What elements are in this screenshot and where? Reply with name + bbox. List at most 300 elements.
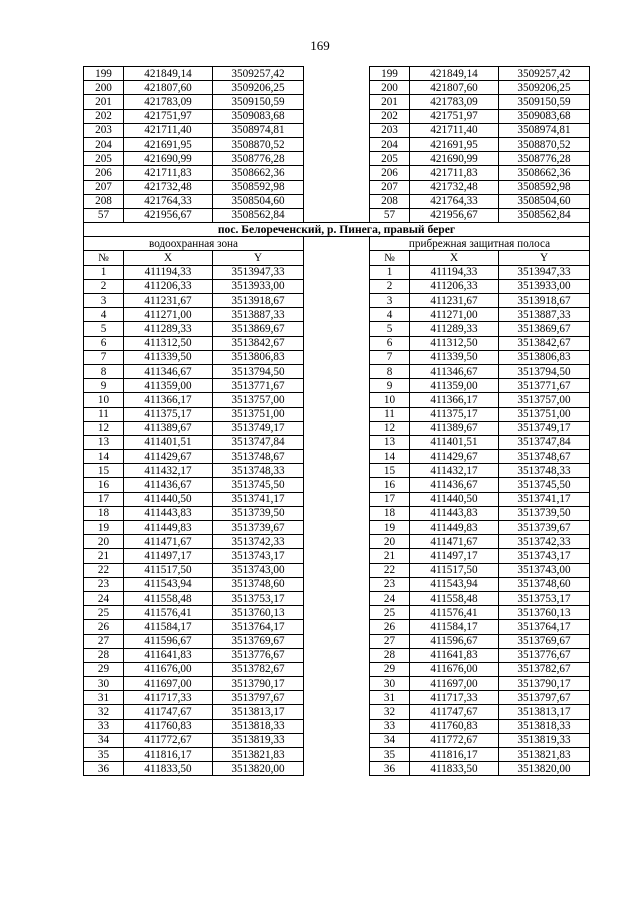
column-gap bbox=[304, 648, 370, 662]
right-x-cell: 411449,83 bbox=[410, 521, 499, 535]
left-x-cell: 411717,33 bbox=[124, 691, 213, 705]
previous-section-rows bbox=[84, 67, 590, 223]
left-y-cell: 3513819,33 bbox=[213, 733, 304, 747]
right-x-cell: 411760,83 bbox=[410, 719, 499, 733]
table-row bbox=[84, 535, 590, 549]
right-y-cell: 3513760,13 bbox=[499, 606, 590, 620]
left-y-cell: 3513790,17 bbox=[213, 677, 304, 691]
left-x-cell: 411816,17 bbox=[124, 748, 213, 762]
right-x-cell: 411436,67 bbox=[410, 478, 499, 492]
left-y-cell: 3508562,84 bbox=[213, 208, 304, 222]
table-row bbox=[84, 279, 590, 293]
right-y-cell: 3513748,67 bbox=[499, 450, 590, 464]
right-point-number-cell: 9 bbox=[370, 379, 410, 393]
right-x-cell: 421956,67 bbox=[410, 208, 499, 222]
left-x-cell: 411346,67 bbox=[124, 364, 213, 378]
right-y-cell: 3508504,60 bbox=[499, 194, 590, 208]
right-zone-title: прибрежная защитная полоса bbox=[370, 237, 590, 251]
right-y-cell: 3513813,17 bbox=[499, 705, 590, 719]
left-y-cell: 3513806,83 bbox=[213, 350, 304, 364]
right-y-cell: 3513819,33 bbox=[499, 733, 590, 747]
right-y-cell: 3513751,00 bbox=[499, 407, 590, 421]
right-point-number-cell: 13 bbox=[370, 435, 410, 449]
left-x-cell: 411596,67 bbox=[124, 634, 213, 648]
left-point-number-cell: 31 bbox=[84, 691, 124, 705]
section-header bbox=[84, 223, 590, 266]
left-x-cell: 421807,60 bbox=[124, 81, 213, 95]
right-y-cell: 3513806,83 bbox=[499, 350, 590, 364]
left-x-cell: 411289,33 bbox=[124, 322, 213, 336]
table-row bbox=[84, 421, 590, 435]
left-x-cell: 411206,33 bbox=[124, 279, 213, 293]
column-gap bbox=[304, 95, 370, 109]
right-point-number-cell: 26 bbox=[370, 620, 410, 634]
table-row bbox=[84, 705, 590, 719]
right-y-cell: 3513887,33 bbox=[499, 308, 590, 322]
left-point-number-cell: 28 bbox=[84, 648, 124, 662]
header-left-x: X bbox=[124, 251, 213, 265]
right-y-cell: 3513794,50 bbox=[499, 364, 590, 378]
left-point-number-cell: 14 bbox=[84, 450, 124, 464]
left-point-number-cell: 26 bbox=[84, 620, 124, 634]
right-y-cell: 3513739,67 bbox=[499, 521, 590, 535]
right-point-number-cell: 208 bbox=[370, 194, 410, 208]
left-point-number-cell: 13 bbox=[84, 435, 124, 449]
right-point-number-cell: 30 bbox=[370, 677, 410, 691]
right-point-number-cell: 21 bbox=[370, 549, 410, 563]
left-point-number-cell: 3 bbox=[84, 294, 124, 308]
column-gap bbox=[304, 379, 370, 393]
right-point-number-cell: 19 bbox=[370, 521, 410, 535]
right-y-cell: 3513797,67 bbox=[499, 691, 590, 705]
right-x-cell: 411429,67 bbox=[410, 450, 499, 464]
right-x-cell: 411717,33 bbox=[410, 691, 499, 705]
column-gap bbox=[304, 535, 370, 549]
column-gap bbox=[304, 350, 370, 364]
table-row bbox=[84, 67, 590, 81]
left-point-number-cell: 24 bbox=[84, 591, 124, 605]
header-right-y: Y bbox=[499, 251, 590, 265]
column-gap bbox=[304, 492, 370, 506]
coordinate-rows bbox=[84, 265, 590, 776]
right-x-cell: 411389,67 bbox=[410, 421, 499, 435]
left-y-cell: 3508662,36 bbox=[213, 166, 304, 180]
left-y-cell: 3513887,33 bbox=[213, 308, 304, 322]
left-y-cell: 3513821,83 bbox=[213, 748, 304, 762]
column-gap bbox=[304, 81, 370, 95]
left-point-number-cell: 22 bbox=[84, 563, 124, 577]
right-point-number-cell: 27 bbox=[370, 634, 410, 648]
right-point-number-cell: 25 bbox=[370, 606, 410, 620]
right-point-number-cell: 57 bbox=[370, 208, 410, 222]
left-y-cell: 3513748,67 bbox=[213, 450, 304, 464]
left-point-number-cell: 199 bbox=[84, 67, 124, 81]
right-x-cell: 411194,33 bbox=[410, 265, 499, 279]
left-x-cell: 411389,67 bbox=[124, 421, 213, 435]
right-point-number-cell: 36 bbox=[370, 762, 410, 776]
table-row bbox=[84, 691, 590, 705]
right-point-number-cell: 205 bbox=[370, 152, 410, 166]
right-x-cell: 411596,67 bbox=[410, 634, 499, 648]
table-row bbox=[84, 109, 590, 123]
zone-titles-row bbox=[84, 237, 590, 251]
table-row bbox=[84, 719, 590, 733]
left-x-cell: 411440,50 bbox=[124, 492, 213, 506]
left-y-cell: 3513797,67 bbox=[213, 691, 304, 705]
left-x-cell: 411772,67 bbox=[124, 733, 213, 747]
column-gap bbox=[304, 762, 370, 776]
right-point-number-cell: 11 bbox=[370, 407, 410, 421]
column-gap bbox=[304, 152, 370, 166]
left-point-number-cell: 29 bbox=[84, 662, 124, 676]
right-x-cell: 411497,17 bbox=[410, 549, 499, 563]
column-gap bbox=[304, 677, 370, 691]
left-y-cell: 3513933,00 bbox=[213, 279, 304, 293]
left-point-number-cell: 204 bbox=[84, 137, 124, 151]
right-point-number-cell: 2 bbox=[370, 279, 410, 293]
column-gap bbox=[304, 322, 370, 336]
left-point-number-cell: 5 bbox=[84, 322, 124, 336]
left-point-number-cell: 15 bbox=[84, 464, 124, 478]
right-y-cell: 3509257,42 bbox=[499, 67, 590, 81]
right-x-cell: 411432,17 bbox=[410, 464, 499, 478]
left-y-cell: 3513918,67 bbox=[213, 294, 304, 308]
left-point-number-cell: 20 bbox=[84, 535, 124, 549]
left-y-cell: 3509257,42 bbox=[213, 67, 304, 81]
right-y-cell: 3513745,50 bbox=[499, 478, 590, 492]
left-y-cell: 3513947,33 bbox=[213, 265, 304, 279]
right-point-number-cell: 23 bbox=[370, 577, 410, 591]
table-row bbox=[84, 194, 590, 208]
right-y-cell: 3513739,50 bbox=[499, 506, 590, 520]
left-y-cell: 3508504,60 bbox=[213, 194, 304, 208]
right-x-cell: 421711,83 bbox=[410, 166, 499, 180]
right-point-number-cell: 24 bbox=[370, 591, 410, 605]
left-point-number-cell: 9 bbox=[84, 379, 124, 393]
right-x-cell: 421849,14 bbox=[410, 67, 499, 81]
right-point-number-cell: 204 bbox=[370, 137, 410, 151]
left-x-cell: 411271,00 bbox=[124, 308, 213, 322]
page-number: 169 bbox=[310, 38, 330, 53]
right-y-cell: 3513776,67 bbox=[499, 648, 590, 662]
table-row bbox=[84, 265, 590, 279]
left-x-cell: 411339,50 bbox=[124, 350, 213, 364]
right-point-number-cell: 17 bbox=[370, 492, 410, 506]
right-y-cell: 3513743,00 bbox=[499, 563, 590, 577]
left-point-number-cell: 21 bbox=[84, 549, 124, 563]
left-x-cell: 421764,33 bbox=[124, 194, 213, 208]
right-y-cell: 3509150,59 bbox=[499, 95, 590, 109]
table-row bbox=[84, 152, 590, 166]
right-x-cell: 411359,00 bbox=[410, 379, 499, 393]
right-x-cell: 411289,33 bbox=[410, 322, 499, 336]
left-x-cell: 411359,00 bbox=[124, 379, 213, 393]
right-y-cell: 3508776,28 bbox=[499, 152, 590, 166]
right-point-number-cell: 206 bbox=[370, 166, 410, 180]
left-point-number-cell: 202 bbox=[84, 109, 124, 123]
right-point-number-cell: 7 bbox=[370, 350, 410, 364]
right-y-cell: 3508662,36 bbox=[499, 166, 590, 180]
left-point-number-cell: 36 bbox=[84, 762, 124, 776]
header-right-x: X bbox=[410, 251, 499, 265]
right-x-cell: 421711,40 bbox=[410, 123, 499, 137]
right-point-number-cell: 5 bbox=[370, 322, 410, 336]
left-point-number-cell: 8 bbox=[84, 364, 124, 378]
left-point-number-cell: 32 bbox=[84, 705, 124, 719]
left-y-cell: 3513749,17 bbox=[213, 421, 304, 435]
left-y-cell: 3513842,67 bbox=[213, 336, 304, 350]
left-x-cell: 421732,48 bbox=[124, 180, 213, 194]
left-y-cell: 3513771,67 bbox=[213, 379, 304, 393]
left-x-cell: 421711,83 bbox=[124, 166, 213, 180]
table-row bbox=[84, 379, 590, 393]
left-x-cell: 411194,33 bbox=[124, 265, 213, 279]
column-gap bbox=[304, 180, 370, 194]
column-gap bbox=[304, 450, 370, 464]
left-x-cell: 411676,00 bbox=[124, 662, 213, 676]
left-y-cell: 3513743,00 bbox=[213, 563, 304, 577]
left-x-cell: 411576,41 bbox=[124, 606, 213, 620]
column-gap bbox=[304, 251, 370, 265]
left-y-cell: 3508776,28 bbox=[213, 152, 304, 166]
column-gap bbox=[304, 407, 370, 421]
column-gap bbox=[304, 506, 370, 520]
table-row bbox=[84, 407, 590, 421]
left-point-number-cell: 33 bbox=[84, 719, 124, 733]
column-gap bbox=[304, 294, 370, 308]
left-x-cell: 411697,00 bbox=[124, 677, 213, 691]
right-point-number-cell: 18 bbox=[370, 506, 410, 520]
right-x-cell: 411206,33 bbox=[410, 279, 499, 293]
left-y-cell: 3513741,17 bbox=[213, 492, 304, 506]
left-y-cell: 3513813,17 bbox=[213, 705, 304, 719]
left-x-cell: 411497,17 bbox=[124, 549, 213, 563]
right-point-number-cell: 200 bbox=[370, 81, 410, 95]
column-gap bbox=[304, 634, 370, 648]
table-row bbox=[84, 762, 590, 776]
right-x-cell: 411772,67 bbox=[410, 733, 499, 747]
left-point-number-cell: 208 bbox=[84, 194, 124, 208]
table-row bbox=[84, 648, 590, 662]
left-x-cell: 421956,67 bbox=[124, 208, 213, 222]
right-x-cell: 421691,95 bbox=[410, 137, 499, 151]
left-y-cell: 3513739,67 bbox=[213, 521, 304, 535]
column-headers-row bbox=[84, 251, 590, 265]
right-y-cell: 3508592,98 bbox=[499, 180, 590, 194]
table-row bbox=[84, 350, 590, 364]
left-x-cell: 421849,14 bbox=[124, 67, 213, 81]
column-gap bbox=[304, 733, 370, 747]
left-y-cell: 3508592,98 bbox=[213, 180, 304, 194]
left-x-cell: 411584,17 bbox=[124, 620, 213, 634]
column-gap bbox=[304, 393, 370, 407]
left-y-cell: 3509206,25 bbox=[213, 81, 304, 95]
right-point-number-cell: 6 bbox=[370, 336, 410, 350]
header-left-y: Y bbox=[213, 251, 304, 265]
right-y-cell: 3513842,67 bbox=[499, 336, 590, 350]
left-y-cell: 3513869,67 bbox=[213, 322, 304, 336]
right-x-cell: 411576,41 bbox=[410, 606, 499, 620]
right-x-cell: 411747,67 bbox=[410, 705, 499, 719]
left-y-cell: 3513748,60 bbox=[213, 577, 304, 591]
left-y-cell: 3513743,17 bbox=[213, 549, 304, 563]
column-gap bbox=[304, 705, 370, 719]
column-gap bbox=[304, 166, 370, 180]
left-point-number-cell: 25 bbox=[84, 606, 124, 620]
left-y-cell: 3508974,81 bbox=[213, 123, 304, 137]
table-row bbox=[84, 521, 590, 535]
right-y-cell: 3513820,00 bbox=[499, 762, 590, 776]
column-gap bbox=[304, 591, 370, 605]
table-row bbox=[84, 563, 590, 577]
right-y-cell: 3513769,67 bbox=[499, 634, 590, 648]
table-row bbox=[84, 435, 590, 449]
right-y-cell: 3513764,17 bbox=[499, 620, 590, 634]
table-row bbox=[84, 180, 590, 194]
right-x-cell: 421783,09 bbox=[410, 95, 499, 109]
column-gap bbox=[304, 563, 370, 577]
right-y-cell: 3513821,83 bbox=[499, 748, 590, 762]
table-row bbox=[84, 677, 590, 691]
column-gap bbox=[304, 364, 370, 378]
table-row bbox=[84, 733, 590, 747]
left-x-cell: 421751,97 bbox=[124, 109, 213, 123]
right-y-cell: 3513747,84 bbox=[499, 435, 590, 449]
table-row bbox=[84, 506, 590, 520]
left-x-cell: 421711,40 bbox=[124, 123, 213, 137]
left-y-cell: 3513748,33 bbox=[213, 464, 304, 478]
left-y-cell: 3513764,17 bbox=[213, 620, 304, 634]
right-x-cell: 411517,50 bbox=[410, 563, 499, 577]
left-point-number-cell: 4 bbox=[84, 308, 124, 322]
right-point-number-cell: 202 bbox=[370, 109, 410, 123]
right-x-cell: 411271,00 bbox=[410, 308, 499, 322]
left-x-cell: 411558,48 bbox=[124, 591, 213, 605]
left-x-cell: 421783,09 bbox=[124, 95, 213, 109]
left-y-cell: 3513747,84 bbox=[213, 435, 304, 449]
left-point-number-cell: 18 bbox=[84, 506, 124, 520]
column-gap bbox=[304, 577, 370, 591]
right-x-cell: 411312,50 bbox=[410, 336, 499, 350]
left-point-number-cell: 57 bbox=[84, 208, 124, 222]
right-point-number-cell: 199 bbox=[370, 67, 410, 81]
right-x-cell: 411339,50 bbox=[410, 350, 499, 364]
right-point-number-cell: 14 bbox=[370, 450, 410, 464]
left-y-cell: 3513794,50 bbox=[213, 364, 304, 378]
right-point-number-cell: 8 bbox=[370, 364, 410, 378]
right-y-cell: 3513782,67 bbox=[499, 662, 590, 676]
left-x-cell: 411429,67 bbox=[124, 450, 213, 464]
section-title-row bbox=[84, 223, 590, 237]
left-y-cell: 3513820,00 bbox=[213, 762, 304, 776]
right-point-number-cell: 29 bbox=[370, 662, 410, 676]
left-point-number-cell: 27 bbox=[84, 634, 124, 648]
table-row bbox=[84, 606, 590, 620]
right-x-cell: 411676,00 bbox=[410, 662, 499, 676]
table-row bbox=[84, 308, 590, 322]
right-y-cell: 3513743,17 bbox=[499, 549, 590, 563]
right-point-number-cell: 33 bbox=[370, 719, 410, 733]
left-x-cell: 411747,67 bbox=[124, 705, 213, 719]
right-y-cell: 3513918,67 bbox=[499, 294, 590, 308]
left-point-number-cell: 203 bbox=[84, 123, 124, 137]
left-point-number-cell: 11 bbox=[84, 407, 124, 421]
left-point-number-cell: 35 bbox=[84, 748, 124, 762]
right-point-number-cell: 20 bbox=[370, 535, 410, 549]
right-x-cell: 421764,33 bbox=[410, 194, 499, 208]
right-x-cell: 411443,83 bbox=[410, 506, 499, 520]
left-x-cell: 411443,83 bbox=[124, 506, 213, 520]
right-point-number-cell: 15 bbox=[370, 464, 410, 478]
right-x-cell: 411697,00 bbox=[410, 677, 499, 691]
table-row bbox=[84, 662, 590, 676]
right-x-cell: 411231,67 bbox=[410, 294, 499, 308]
table-row bbox=[84, 95, 590, 109]
right-point-number-cell: 1 bbox=[370, 265, 410, 279]
right-x-cell: 411366,17 bbox=[410, 393, 499, 407]
right-point-number-cell: 201 bbox=[370, 95, 410, 109]
column-gap bbox=[304, 549, 370, 563]
right-y-cell: 3509083,68 bbox=[499, 109, 590, 123]
right-y-cell: 3513933,00 bbox=[499, 279, 590, 293]
table-row bbox=[84, 364, 590, 378]
right-point-number-cell: 35 bbox=[370, 748, 410, 762]
column-gap bbox=[304, 719, 370, 733]
left-x-cell: 411517,50 bbox=[124, 563, 213, 577]
right-point-number-cell: 32 bbox=[370, 705, 410, 719]
table-row bbox=[84, 208, 590, 222]
left-x-cell: 411436,67 bbox=[124, 478, 213, 492]
right-point-number-cell: 3 bbox=[370, 294, 410, 308]
right-point-number-cell: 203 bbox=[370, 123, 410, 137]
table-row bbox=[84, 81, 590, 95]
table-row bbox=[84, 336, 590, 350]
right-x-cell: 421732,48 bbox=[410, 180, 499, 194]
right-y-cell: 3513869,67 bbox=[499, 322, 590, 336]
left-point-number-cell: 12 bbox=[84, 421, 124, 435]
table-row bbox=[84, 492, 590, 506]
right-point-number-cell: 16 bbox=[370, 478, 410, 492]
column-gap bbox=[304, 237, 370, 251]
left-y-cell: 3513818,33 bbox=[213, 719, 304, 733]
right-y-cell: 3508562,84 bbox=[499, 208, 590, 222]
column-gap bbox=[304, 208, 370, 222]
header-right-number: № bbox=[370, 251, 410, 265]
left-point-number-cell: 205 bbox=[84, 152, 124, 166]
left-y-cell: 3513742,33 bbox=[213, 535, 304, 549]
left-x-cell: 411375,17 bbox=[124, 407, 213, 421]
left-x-cell: 421690,99 bbox=[124, 152, 213, 166]
left-point-number-cell: 17 bbox=[84, 492, 124, 506]
left-y-cell: 3513782,67 bbox=[213, 662, 304, 676]
coordinates-table bbox=[83, 66, 590, 776]
left-point-number-cell: 207 bbox=[84, 180, 124, 194]
column-gap bbox=[304, 521, 370, 535]
column-gap bbox=[304, 67, 370, 81]
right-y-cell: 3508870,52 bbox=[499, 137, 590, 151]
left-x-cell: 411231,67 bbox=[124, 294, 213, 308]
right-point-number-cell: 4 bbox=[370, 308, 410, 322]
column-gap bbox=[304, 606, 370, 620]
right-point-number-cell: 31 bbox=[370, 691, 410, 705]
left-point-number-cell: 16 bbox=[84, 478, 124, 492]
right-y-cell: 3513749,17 bbox=[499, 421, 590, 435]
left-x-cell: 411471,67 bbox=[124, 535, 213, 549]
left-point-number-cell: 34 bbox=[84, 733, 124, 747]
left-x-cell: 421691,95 bbox=[124, 137, 213, 151]
left-y-cell: 3509150,59 bbox=[213, 95, 304, 109]
left-x-cell: 411401,51 bbox=[124, 435, 213, 449]
